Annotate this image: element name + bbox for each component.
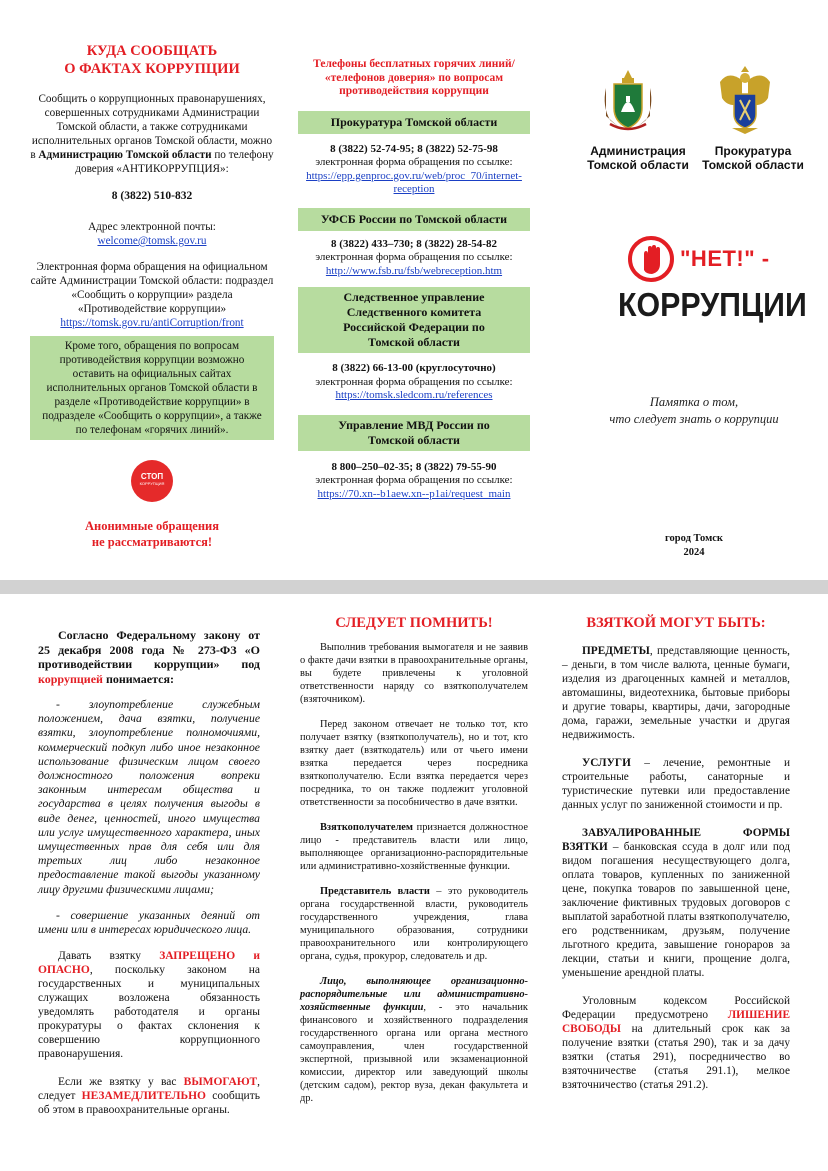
memo-title: Памятка о том, что следует знать о коррупции bbox=[609, 395, 779, 426]
remember-p1: Выполнив требования вымогателя и не заявив о факте дачи взятки в правоохранительные органы, вы будете привлечены к уголовной ответственности наряду со взяткополучателем (взяточником). bbox=[300, 642, 528, 705]
cover-column bbox=[570, 0, 820, 580]
hotline-head: УФСБ России по Томской области bbox=[298, 208, 530, 231]
tomsk-coat-of-arms-icon bbox=[602, 66, 654, 134]
hotlines-title: Телефоны бесплатных горячих линий/ «телефонов доверия» по вопросам противодействия коррупции bbox=[313, 58, 515, 97]
no-label: "НЕТ!" - bbox=[680, 246, 770, 271]
report-corruption-column bbox=[30, 0, 274, 550]
bribe-items: ПРЕДМЕТЫ, представляющие ценность, – деньги, в том числе валюта, ценные бумаги, изделия из драгоценных камней и металлов, автомашины, видеотехника, бытовые приборы и другие товары, квартиры, дачи, загородные дома, гаражи, земельные участки и другая недвижимость. bbox=[562, 645, 790, 741]
org-administration: Администрация Томской области bbox=[587, 144, 689, 172]
page-divider bbox=[0, 580, 828, 594]
corruption-definition-column bbox=[38, 594, 260, 1117]
remember-p4: Представитель власти – это руководитель органа государственной власти, руководитель государственного учреждения, глава муниципального образования, сотрудники правоохранительного или контролирующего органа, судья, прокурор, следователь и др. bbox=[300, 886, 528, 962]
hotline-phone: 8 (3822) 510-832 bbox=[111, 190, 193, 202]
additional-channels-box: Кроме того, обращения по вопросам противодействия коррупции возможно оставить на официальных сайтах исполнительных органов Томской области в разделе «Противодействие коррупции» в подразделе «Сообщить о коррупции», а также по телефонам «горячих линий». bbox=[30, 336, 274, 440]
bribe-disguised: ЗАВУАЛИРОВАННЫЕ ФОРМЫ ВЗЯТКИ – банковская ссуда в долг или под видом погашения несуществующего долга, оплата товаров, купленных по заниженной цене, покупка товаров по завышенной цене, заключение фиктивных трудовых договоров с выплатой заработной платы взяткополучателю, его родственникам, друзьям, получение льготного кредита, завышение гонораров за лекции, статьи и книги, прощение долга, уменьшение арендной платы. bbox=[562, 827, 790, 979]
remember-p5: Лицо, выполняющее организационно-распорядительные или административно-хозяйственные функции, - это начальник финансового и хозяйственного подразделения государственного органа или органа местного самоуправления, член государственной экспертной, призывной или экзаменационной комиссии, директор или заведующий школы (детским садом), ректор вуза, декан факультета и др. bbox=[300, 976, 528, 1104]
definition-2: - совершение указанных деяний от имени или в интересах юридического лица. bbox=[38, 908, 260, 937]
criminal-code: Уголовным кодексом Российской Федерации предусмотрено ЛИШЕНИЕ СВОБОДЫ на длительный срок как за получение взятки (статья 290), так и за дачу взятки (статья 291), посредничество во взяточничестве (статья 291.1), мелкое взяточничество (статья 291.2). bbox=[562, 995, 790, 1091]
hotline-phones: 8 (3822) 66-13-00 (круглосуточно) bbox=[332, 362, 496, 374]
hotline-head: Прокуратура Томской области bbox=[298, 111, 530, 134]
hotline-form-label: электронная форма обращения по ссылке: bbox=[315, 251, 513, 263]
corruption-label: КОРРУПЦИИ bbox=[618, 286, 807, 323]
city-year: город Томск 2024 bbox=[665, 533, 723, 558]
hotline-form-label: электронная форма обращения по ссылке: bbox=[315, 156, 513, 168]
brochure-inner-side bbox=[0, 594, 828, 1171]
hotline-head: Управление МВД России по Томской области bbox=[298, 415, 530, 451]
hotline-link[interactable]: http://www.fsb.ru/fsb/webreception.htm bbox=[325, 264, 503, 277]
law-intro: Согласно Федеральному закону от 25 декабря 2008 года № 273-ФЗ «О противодействии коррупции» под коррупцией понимается: bbox=[38, 628, 260, 686]
online-form-link[interactable]: https://tomsk.gov.ru/antiCorruption/front bbox=[60, 317, 244, 329]
email-link[interactable]: welcome@tomsk.gov.ru bbox=[97, 235, 207, 247]
hotlines-column bbox=[298, 0, 530, 501]
hotline-form-label: электронная форма обращения по ссылке: bbox=[315, 375, 513, 388]
remember-column bbox=[300, 594, 528, 1105]
definition-1: - злоупотребление служебным положением, дача взятки, получение взятки, злоупотребление полномочиями, коммерческий подкуп либо иное незаконное использование физическим лицом своего должностного положения вопреки законным интересам общества и государства в целях получения выгоды в виде денег, ценностей, иного имущества или услуг имущественного характера, иных имущественных прав для себя или для третьих лиц либо незаконное предоставление такой выгоды указанному лицу другими физическими лицами; bbox=[38, 698, 260, 896]
bribe-forms-title: ВЗЯТКОЙ МОГУТ БЫТЬ: bbox=[586, 615, 766, 631]
hotline-head: Следственное управление Следственного комитета Российской Федерации по Томской области bbox=[298, 287, 530, 353]
hotline-block-prosecutor bbox=[298, 111, 530, 197]
email-label: Адрес электронной почты: bbox=[88, 221, 216, 233]
hotline-link[interactable]: https://tomsk.sledcom.ru/references bbox=[335, 389, 493, 401]
giving-bribe-warning: Давать взятку ЗАПРЕЩЕНО и ОПАСНО, поскольку законом на государственных и муниципальных служащих возложена обязанность уведомлять работодателя и органы прокуратуры о фактах склонения к совершению коррупционного правонарушения. bbox=[38, 950, 260, 1061]
stop-corruption-logo: СТОП КОРРУПЦИЯ bbox=[131, 460, 173, 502]
report-title: КУДА СООБЩАТЬ О ФАКТАХ КОРРУПЦИИ bbox=[64, 43, 240, 77]
hotline-phones: 8 800–250–02-35; 8 (3822) 79-55-90 bbox=[331, 460, 497, 473]
remember-title: СЛЕДУЕТ ПОМНИТЬ! bbox=[335, 615, 493, 631]
hotline-phones: 8 (3822) 433–730; 8 (3822) 28-54-82 bbox=[331, 237, 497, 250]
report-intro: Сообщить о коррупционных правонарушениях, совершенных сотрудниками Администрации Томской области, а также сотрудниками исполнительных органов Томской области, можно в Администрацию Томской области по телефону доверия «АНТИКОРРУПЦИЯ»: bbox=[30, 93, 274, 175]
extortion-advice: Если же взятку у вас ВЫМОГАЮТ, следует НЕЗАМЕДЛИТЕЛЬНО сообщить об этом в правоохранительные органы. bbox=[38, 1076, 260, 1117]
anonymous-notice: Анонимные обращения не рассматриваются! bbox=[84, 519, 219, 549]
hotline-link[interactable]: https://epp.genproc.gov.ru/web/proc_70/internet-reception bbox=[306, 169, 522, 195]
hotline-block-investigative-committee bbox=[298, 287, 530, 403]
hotline-link[interactable]: https://70.xn--b1aew.xn--p1ai/request_main bbox=[317, 487, 511, 500]
hotline-phones: 8 (3822) 52-74-95; 8 (3822) 52-75-98 bbox=[330, 142, 498, 155]
brochure-outer-side bbox=[0, 0, 828, 580]
no-corruption-logo bbox=[618, 234, 822, 334]
bribe-forms-column bbox=[562, 594, 790, 1092]
remember-p3: Взяткополучателем признается должностное лицо - представитель власти или лицо, выполняющее организационно-распорядительные или административно-хозяйственные функции. bbox=[300, 822, 528, 872]
bribe-services: УСЛУГИ – лечение, ремонтные и строительные работы, санаторные и туристические путевки или предоставление данных услуг по заниженной стоимости и пр. bbox=[562, 757, 790, 811]
prosecutor-emblem-icon bbox=[718, 64, 772, 136]
hotline-block-fsb bbox=[298, 208, 530, 279]
hotline-form-label: электронная форма обращения по ссылке: bbox=[315, 474, 513, 486]
stop-hand-icon bbox=[628, 236, 674, 282]
org-prosecutor: Прокуратура Томской области bbox=[702, 144, 804, 172]
remember-p2: Перед законом отвечает не только тот, кто получает взятку (взяткополучатель), но и тот, кто взятку дает (взяткодатель) или от чьего имени взятка передается через посредника взяткополучателю. Если взятка передается через посредника, то он также подлежит уголовной ответственности за пособничество в даче взятки. bbox=[300, 719, 528, 808]
hotline-block-police bbox=[298, 415, 530, 502]
online-form-text: Электронная форма обращения на официальном сайте Администрации Томской области: подраздел «Сообщить о коррупции» раздела «Противодействие коррупции» bbox=[30, 261, 274, 315]
